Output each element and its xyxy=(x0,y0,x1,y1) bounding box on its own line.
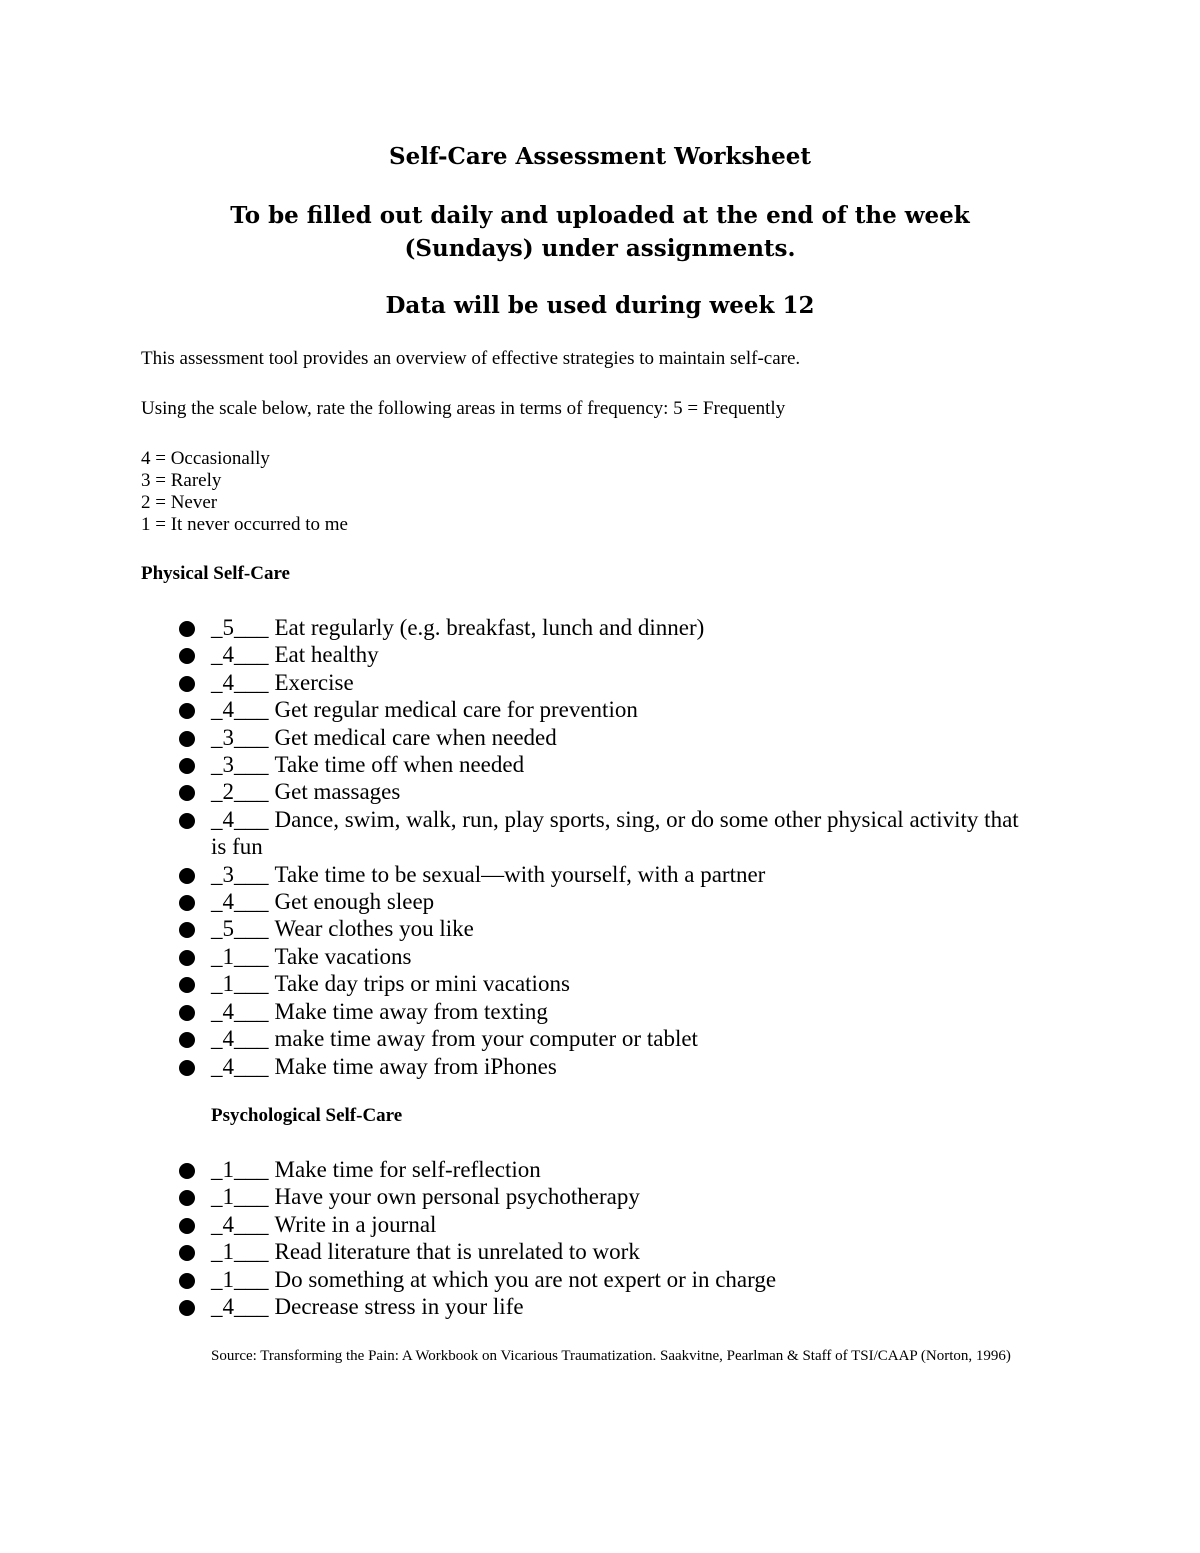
list-item xyxy=(178,1238,1038,1265)
bullet-icon xyxy=(179,922,195,938)
item-text: Take time to be sexual—with yourself, with a partner xyxy=(274,861,766,887)
list-item xyxy=(178,1293,1038,1320)
item-text: Take vacations xyxy=(274,943,412,969)
bullet-icon xyxy=(179,1060,195,1076)
list-item xyxy=(178,778,1038,805)
item-text: Get massages xyxy=(274,779,401,805)
list-item xyxy=(178,751,1038,778)
bullet-icon xyxy=(179,621,195,637)
list-item xyxy=(178,1156,1038,1183)
list-item xyxy=(178,806,1038,861)
item-text: Wear clothes you like xyxy=(274,916,474,942)
bullet-icon xyxy=(179,977,195,993)
list-item xyxy=(178,641,1038,668)
list-item xyxy=(178,1266,1038,1293)
item-text: Get enough sleep xyxy=(274,889,435,915)
psychological-self-care-heading: Psychological Self-Care xyxy=(211,1105,403,1126)
list-item xyxy=(178,970,1038,997)
list-item xyxy=(178,915,1038,942)
item-rating: _1___ xyxy=(211,1157,269,1182)
list-item xyxy=(178,861,1038,888)
list-item xyxy=(178,669,1038,696)
intro-paragraph: This assessment tool provides an overview of effective strategies to maintain self-care. xyxy=(141,348,801,369)
list-item xyxy=(178,998,1038,1025)
physical-self-care-list xyxy=(178,614,1038,1080)
bullet-icon xyxy=(179,1190,195,1206)
item-rating: _4___ xyxy=(211,889,269,915)
item-text: Make time for self-reflection xyxy=(274,1157,541,1182)
item-rating: _4___ xyxy=(211,1294,269,1320)
list-item xyxy=(178,724,1038,751)
bullet-icon xyxy=(179,813,195,829)
instruction-heading xyxy=(0,199,1200,265)
item-rating: _1___ xyxy=(211,971,269,997)
item-rating: _4___ xyxy=(211,669,269,695)
list-item xyxy=(178,696,1038,723)
item-text: Dance, swim, walk, run, play sports, sing, or do some other physical activity that is fun xyxy=(211,806,1019,860)
item-rating: _3___ xyxy=(211,752,269,778)
item-text: Eat regularly (e.g. breakfast, lunch and dinner) xyxy=(274,615,705,640)
rating-scale-list xyxy=(141,448,348,536)
worksheet-title: Self-Care Assessment Worksheet xyxy=(388,143,812,170)
bullet-icon xyxy=(179,648,195,664)
item-rating: _1___ xyxy=(211,1266,269,1292)
item-text: Exercise xyxy=(274,669,354,695)
item-rating: _1___ xyxy=(211,1239,269,1265)
item-text: Take time off when needed xyxy=(274,752,525,778)
bullet-icon xyxy=(179,731,195,747)
bullet-icon xyxy=(179,758,195,774)
item-rating: _1___ xyxy=(211,1184,269,1210)
item-rating: _4___ xyxy=(211,697,269,723)
item-rating: _4___ xyxy=(211,1053,269,1079)
source-citation: Source: Transforming the Pain: A Workbook on Vicarious Traumatization. Saakvitne, Pearlman & Staff of TSI/CAAP (Norton, 1996) xyxy=(211,1348,1011,1364)
list-item xyxy=(178,1183,1038,1210)
item-text: Get regular medical care for prevention xyxy=(274,697,638,723)
instruction-line-1: To be filled out daily and uploaded at the end of the week xyxy=(230,202,970,229)
list-item xyxy=(178,943,1038,970)
item-rating: _3___ xyxy=(211,861,269,887)
scale-entry: 1 = It never occurred to me xyxy=(141,514,348,535)
item-rating: _4___ xyxy=(211,998,269,1024)
item-text: Read literature that is unrelated to work xyxy=(274,1239,640,1265)
bullet-icon xyxy=(179,703,195,719)
item-text: Decrease stress in your life xyxy=(274,1294,524,1320)
scale-entry: 2 = Never xyxy=(141,492,218,513)
item-rating: _4___ xyxy=(211,1026,269,1052)
scale-entry: 4 = Occasionally xyxy=(141,448,270,469)
list-item xyxy=(178,888,1038,915)
item-rating: _2___ xyxy=(211,779,269,805)
list-item xyxy=(178,1211,1038,1238)
data-note-heading: Data will be used during week 12 xyxy=(385,292,815,319)
list-item xyxy=(178,614,1038,641)
bullet-icon xyxy=(179,950,195,966)
item-rating: _1___ xyxy=(211,943,269,969)
bullet-icon xyxy=(179,676,195,692)
scale-intro-paragraph: Using the scale below, rate the following areas in terms of frequency: 5 = Frequently xyxy=(141,398,786,419)
item-text: Make time away from iPhones xyxy=(274,1053,557,1079)
bullet-icon xyxy=(179,868,195,884)
bullet-icon xyxy=(179,1005,195,1021)
item-text: Make time away from texting xyxy=(274,998,548,1024)
item-rating: _5___ xyxy=(211,615,269,640)
item-text: Do something at which you are not expert or in charge xyxy=(274,1266,777,1292)
bullet-icon xyxy=(179,1163,195,1179)
item-text: Get medical care when needed xyxy=(274,724,557,750)
bullet-icon xyxy=(179,1218,195,1234)
instruction-line-2: (Sundays) under assignments. xyxy=(404,235,796,262)
item-rating: _4___ xyxy=(211,806,269,832)
bullet-icon xyxy=(179,1273,195,1289)
list-item xyxy=(178,1053,1038,1080)
bullet-icon xyxy=(179,1032,195,1048)
list-item xyxy=(178,1025,1038,1052)
scale-entry: 3 = Rarely xyxy=(141,470,222,491)
item-rating: _3___ xyxy=(211,724,269,750)
item-rating: _4___ xyxy=(211,1211,269,1237)
item-text: Have your own personal psychotherapy xyxy=(274,1184,640,1210)
item-rating: _4___ xyxy=(211,642,269,668)
bullet-icon xyxy=(179,1245,195,1261)
item-text: Take day trips or mini vacations xyxy=(274,971,570,997)
item-text: Eat healthy xyxy=(274,642,379,668)
item-text: Write in a journal xyxy=(274,1211,437,1237)
bullet-icon xyxy=(179,895,195,911)
item-text: make time away from your computer or tablet xyxy=(274,1026,698,1052)
bullet-icon xyxy=(179,1300,195,1316)
item-rating: _5___ xyxy=(211,916,269,942)
physical-self-care-heading: Physical Self-Care xyxy=(141,563,290,584)
bullet-icon xyxy=(179,785,195,801)
psychological-self-care-list xyxy=(178,1156,1038,1320)
